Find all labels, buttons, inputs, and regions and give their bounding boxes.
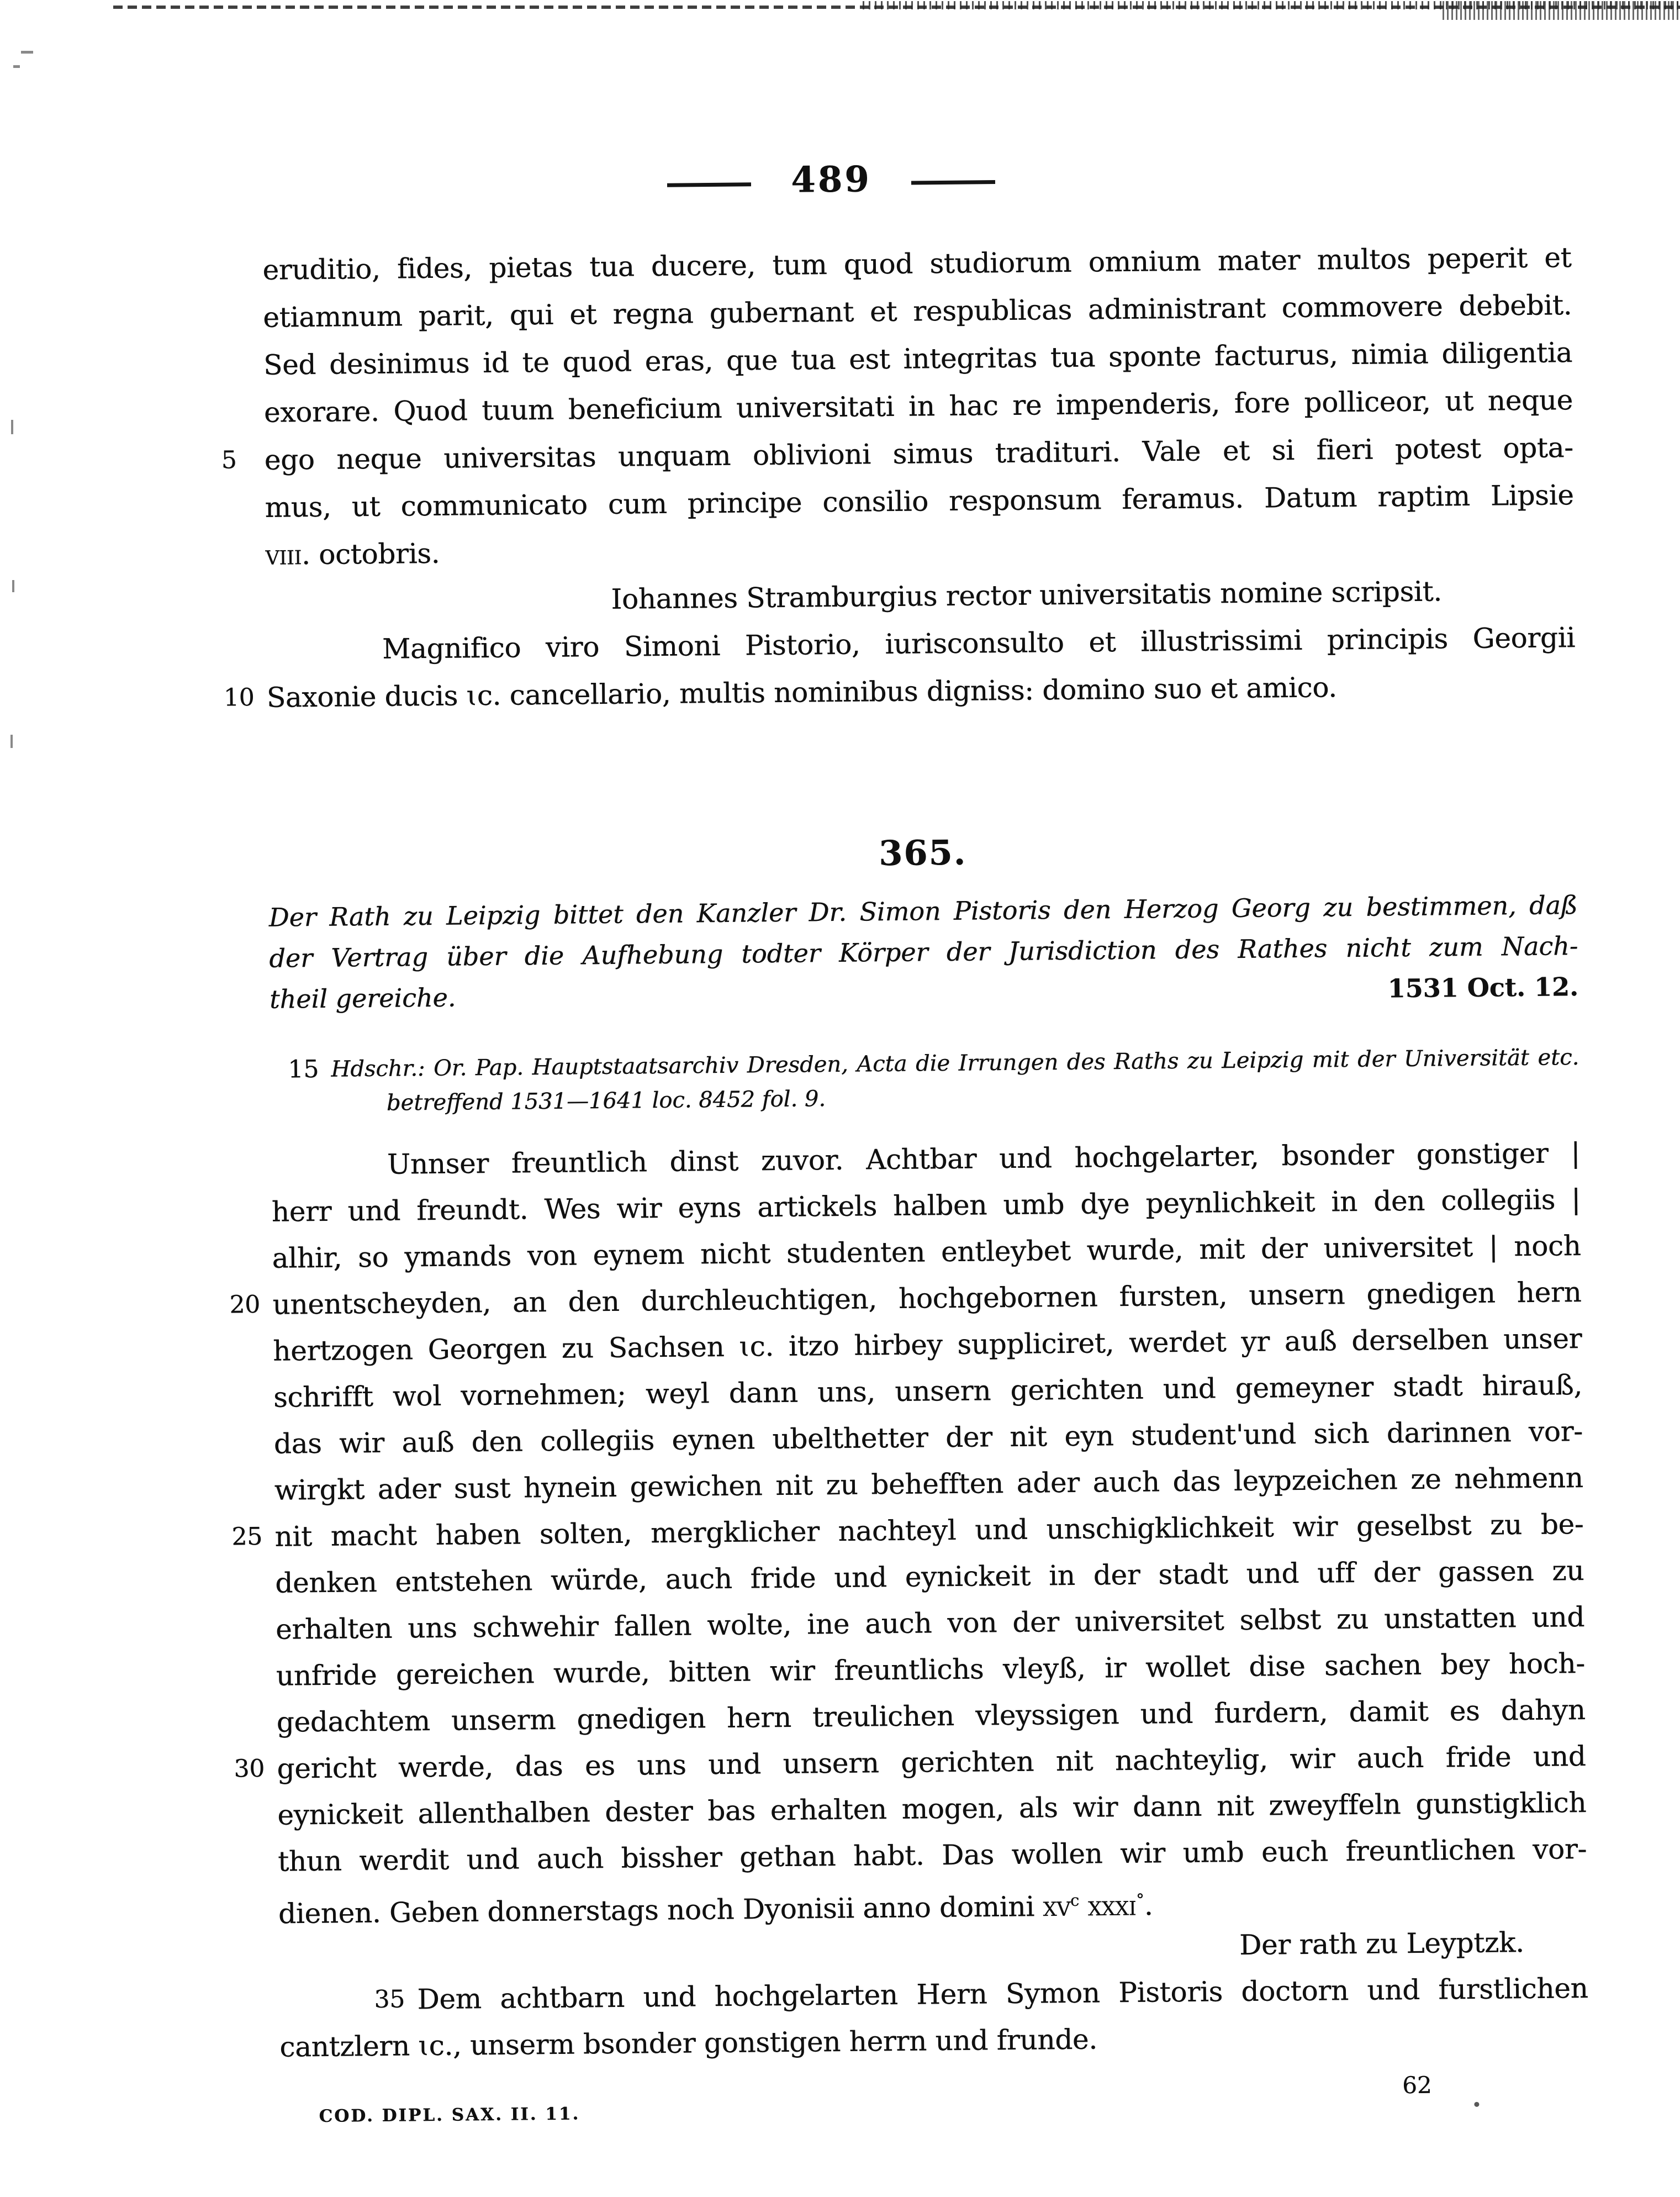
signature-line: Iohannes Stramburgius rector universitatis nomine scripsit. (611, 575, 1443, 615)
header-rule-right-icon (911, 180, 995, 185)
text-line: hertzogen Georgen zu Sachsen ɩc. itzo hirbey suppliciret, werdet yr auß derselben unser (272, 1322, 1582, 1367)
text-line: schrifft wol vornehmen; weyl dann uns, unsern gerichten und gemeyner stadt hirauß, (273, 1368, 1583, 1414)
text-line: wirgkt ader sust hynein gewichen nit zu behefften ader auch das leypzeichen ze nehmenn (274, 1461, 1583, 1506)
roman-numeral: xv (1043, 1890, 1071, 1922)
text-line: 35 Dem achtbarn und hochgelarten Hern Symon Pistoris doctorn und furstlichen (279, 1965, 1588, 2024)
text-line: 15 Hdschr.: Or. Pap. Hauptstaatsarchiv Dresden, Acta die Irrungen des Raths zu Leipzig mit der Universität etc. (270, 1040, 1579, 1087)
text-line: 25 nit macht haben solten, mergklicher nachteyl und unschigklichkeit wir geselbst zu be- (274, 1501, 1584, 1560)
text-line: betreffend 1531—1641 loc. 8452 fol. 9. (386, 1086, 826, 1116)
text-line: denken entstehen würde, auch fride und eynickeit in der stadt und uff der gassen zu (274, 1554, 1584, 1599)
superscript: c (1070, 1890, 1080, 1910)
text-line: unfride gereichen wurde, bitten wir freuntlichs vleyß, ir wollet dise sachen bey hoch- (276, 1647, 1586, 1692)
page-header (0, 151, 1671, 217)
latin-letter-block (221, 234, 1576, 721)
margin-line-number: 30 (234, 1754, 265, 1783)
text-line: Der Rath zu Leipzig bittet den Kanzler Dr. Simon Pistoris den Herzog Georg zu bestimmen, daß (268, 889, 1578, 932)
text-line: eruditio, fides, pietas tua ducere, tum quod studiorum omnium mater multos peperit et (262, 241, 1572, 286)
text-line: 10 Saxonie ducis ɩc. cancellario, multis nominibus digniss: domino suo et amico. (266, 661, 1576, 721)
text-line: gedachtem unserm gnedigen hern treulichen vleyssigen und furdern, damit es dahyn (276, 1693, 1586, 1738)
header-rule-left-icon (667, 182, 751, 187)
text-line: cantzlern ɩc., unserm bsonder gonstigen herrn und frunde. (279, 2023, 1098, 2063)
text-line: Magnifico viro Simoni Pistorio, iurisconsulto et illustrissimi principis Georgii (382, 621, 1576, 665)
document-date: 1531 Oct. 12. (1387, 971, 1579, 1004)
regest-block (268, 884, 1578, 1020)
margin-line-number: 10 (223, 683, 255, 712)
roman-numeral: xxxi (1079, 1889, 1137, 1922)
signature-line: Der rath zu Leyptzk. (1239, 1926, 1524, 1961)
text-line: Unnser freuntlich dinst zuvor. Achtbar und hochgelarter, bsonder gonstiger | (387, 1136, 1581, 1181)
roman-numeral: viii. (265, 538, 310, 571)
text-line: 5 ego neque universitas unquam oblivioni simus tradituri. Vale et si fieri potest opta- (264, 424, 1573, 484)
series-signature: COD. DIPL. SAX. II. 11. (319, 2104, 580, 2126)
text-line: eynickeit allenthalben dester bas erhalten mogen, als wir dann nit zweyffeln gunstigklich (277, 1786, 1587, 1831)
text-line: erhalten uns schwehir fallen wolte, ine auch von der universitet selbst zu unstatten und (275, 1600, 1585, 1646)
text-line: viii. octobris. (265, 537, 440, 571)
superscript: ° (1136, 1890, 1144, 1909)
source-note-block (270, 1040, 1579, 1121)
page-number: 489 (790, 159, 872, 201)
text-line: Sed desinimus id te quod eras, que tua est integritas tua sponte facturus, nimia diligentia (263, 336, 1573, 381)
regest-tail: theil gereiche. (269, 982, 456, 1014)
dateline: dienen. Geben donnerstags noch Dyonisii anno domini $xv^c$ xxxi°. (278, 1889, 1153, 1930)
text-line: 30 gericht werde, das es uns und unsern gerichten nit nachteylig, wir auch fride und (277, 1733, 1586, 1792)
margin-line-number: 15 (288, 1055, 319, 1084)
text-line: herr und freundt. Wes wir eyns artickels halben umb dye peynlichkeit in den collegiis | (271, 1183, 1581, 1228)
text-line: der Vertrag über die Aufhebung todter Körper der Jurisdiction des Rathes nicht zum Nach- (269, 930, 1578, 973)
scan-speck (1474, 2102, 1479, 2107)
margin-line-number: 5 (221, 446, 237, 475)
text-line: etiamnum parit, qui et regna gubernant et respublicas administrant commovere debebit. (262, 289, 1572, 334)
text-line: das wir auß den collegiis eynen ubelthetter der nit eyn student'und sich darinnen vor- (273, 1415, 1583, 1460)
text-line: mus, ut communicato cum principe consilio responsum feramus. Datum raptim Lipsie (265, 478, 1574, 524)
text-line: 20 unentscheyden, an den durchleuchtigen, hochgebornen fursten, unsern gnedigen hern (272, 1269, 1582, 1328)
margin-line-number: 35 (374, 1985, 405, 2014)
text-line: thun werdit und auch bissher gethan habt. Das wollen wir umb euch freuntlichen vor- (277, 1832, 1587, 1878)
text-line: exorare. Quod tuum beneficium universitati in hac re impenderis, fore polliceor, ut neque (263, 384, 1573, 429)
margin-line-number: 25 (231, 1522, 263, 1551)
sheet-number: 62 (1402, 2071, 1432, 2099)
german-letter-block (229, 1130, 1589, 2070)
document-number-heading: 365. (878, 833, 967, 874)
margin-line-number: 20 (229, 1290, 261, 1319)
text-line: alhir, so ymands von eynem nicht studenten entleybet wurde, mit der universitet | noch (272, 1229, 1581, 1274)
